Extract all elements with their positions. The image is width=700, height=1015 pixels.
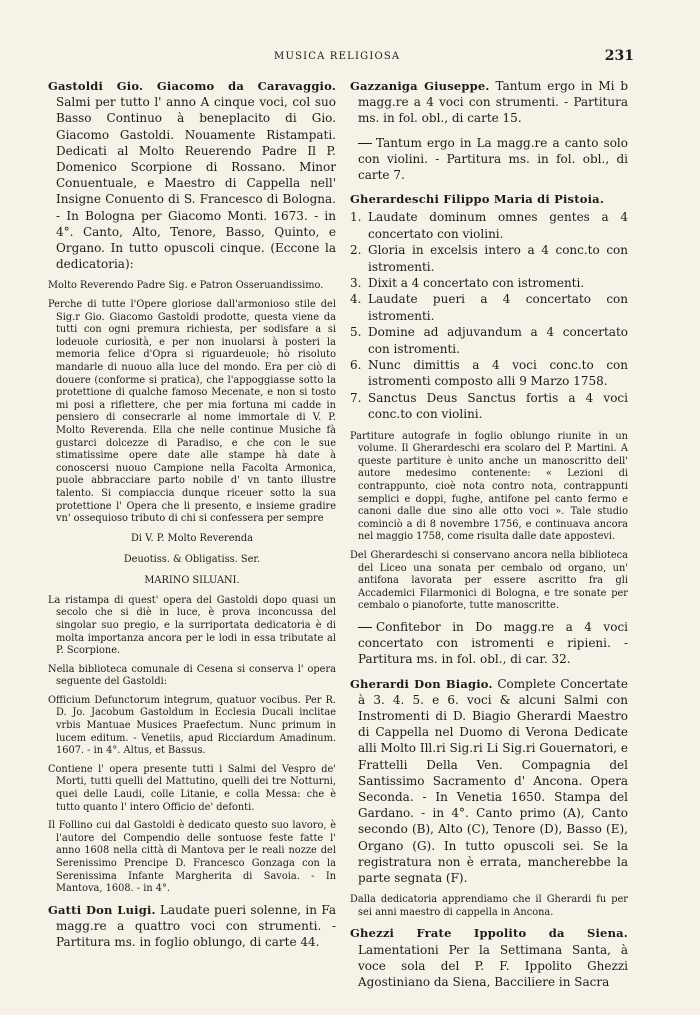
entry-description: Laudate pueri solenne, in Fa magg.re a quattro voci con strumenti. - Partitura ms. in foglio oblungo, di carte 44.	[56, 902, 336, 950]
note-paragraph: La ristampa di quest' opera del Gastoldi dopo quasi un secolo che si diè in luce, è prova inconcussa del singolar suo pregio, e la surriportata dedicatoria è di molta importanza ancora per le lodi in essa tributate al P. Scorpione.	[48, 594, 336, 657]
item-number: 3.	[350, 276, 362, 291]
dash-rule	[358, 143, 372, 144]
item-number: 4.	[350, 292, 362, 307]
sub-entry	[350, 619, 628, 668]
bibliography-entry	[350, 676, 628, 887]
entry-author: Gherardi Don Biagio.	[350, 676, 493, 691]
entry-description: Complete Concertate à 3. 4. 5. e 6. voci & alcuni Salmi con Instromenti di D. Biagio Gherardi Maestro di Cappella nel Duomo di Verona Dedicate alli Molto Ill.ri Sig.ri Li Sig.ri Gouernatori, e Frattelli Della Ven. Compagnia del Santissimo Sacramento d' Ancona. Opera Seconda. - In Venetia 1650. Stampa del Gardano. - in 4°. Canto primo (A), Canto secondo (B), Alto (C), Tenore (D), Basso (E), Organo (G). In tutto opuscoli sei. Se la registratura non è errata, mancherebbe la parte segnata (F).	[358, 676, 628, 886]
item-text: Laudate dominum omnes gentes a 4 concertato con violini.	[368, 210, 628, 241]
bibliography-entry	[48, 902, 336, 951]
entry-description: Salmi per tutto l' anno A cinque voci, col suo Basso Continuo à beneplacito di Gio. Giacomo Gastoldi. Nouamente Ristampati. Dedicati al Molto Reuerendo Padre Il P. Domenico Scorpione di Rossano. Minor Conuentuale, e Maestro di Cappella nell' Insigne Conuento di S. Francesco di Bologna. - In Bologna per Giacomo Monti. 1673. - in 4°. Canto, Alto, Tenore, Basso, Quinto, e Organo. In tutto opuscoli cinque. (Eccone la dedicatoria):	[56, 95, 336, 272]
note-paragraph: Nella biblioteca comunale di Cesena si conserva l' opera seguente del Gastoldi:	[48, 663, 336, 688]
entry-author: Gherardeschi Filippo Maria di Pistoia.	[350, 192, 605, 207]
signature-line: Deuotiss. & Obligatiss. Ser.	[123, 553, 261, 565]
bibliography-entry	[350, 78, 628, 127]
item-number: 7.	[350, 390, 362, 405]
entry-author: Gastoldi Gio. Giacomo da Caravaggio.	[48, 79, 336, 93]
works-list-item	[350, 390, 628, 423]
signature-line: MARINO SILUANI.	[144, 574, 240, 586]
note-paragraph: Perche di tutte l'Opere gloriose dall'armonioso stile del Sig.r Gio. Giacomo Gastoldi prodotte, questa viene da tutti con ogni premura richiesta, per sodisfare a si lodeuole curiosità, e per non inuolarsi à posteri la memoria felice d'Opra si riguardeuole; hò risoluto mandarle di nuouo alla luce del mondo. Era per ciò di douere (conforme si pratica), che l'appoggiasse sotto la protettione di qualche famoso Mecenate, e non si tosto mi posi a riflettere, che per mia fortuna mi cadde in pensiero di consecrarle al nome immortale di V. P. Molto Reverenda. Ella che nelle continue Musiche fà gustarci dolcezze di Paradiso, e che con le sue stimatissime opere date alle stampe hà date à conoscersi nuouo Campione nella Facolta Armonica, puole abbracciare parto nobile d' vn tanto illustre talento. Si compiaccia dunque riceuer sotto la sua protettione l' Opera che li presento, e insieme gradire vn' ossequioso tributo di chi si confessera per sempre	[48, 299, 336, 525]
works-list-item	[350, 324, 628, 357]
item-number: 1.	[350, 210, 362, 225]
works-list-item	[350, 209, 628, 242]
page-number: 231	[604, 48, 634, 64]
item-text: Gloria in excelsis intero a 4 conc.to con istromenti.	[368, 243, 628, 274]
right-column	[350, 78, 628, 998]
signature-line: Di V. P. Molto Reverenda	[131, 532, 253, 544]
item-number: 2.	[350, 243, 362, 258]
bibliography-entry	[350, 925, 628, 990]
note-paragraph: Contiene l' opera presente tutti i Salmi del Vespro de' Morti, tutti quelli del Mattutino, quelli dei tre Notturni, quei delle Laudi, colle Litanie, e colla Messa: che è tutto quanto l' intero Officio de' defonti.	[48, 763, 336, 813]
note-paragraph: Del Gherardeschi si conservano ancora nella biblioteca del Liceo una sonata per cembalo od organo, un' antifona lavorata per essere ascritto fra gli Accademici Filarmonici di Bologna, e tre sonate per cembalo o pianoforte, tutte manoscritte.	[350, 550, 628, 612]
item-number: 5.	[350, 325, 362, 340]
works-list-item	[350, 291, 628, 324]
running-head: MUSICA RELIGIOSA	[274, 51, 401, 62]
works-list-item	[350, 242, 628, 275]
sub-entry	[350, 135, 628, 184]
item-text: Laudate pueri a 4 concertato con istromenti.	[368, 292, 628, 323]
left-column	[48, 78, 336, 958]
note-paragraph: Partiture autografe in foglio oblungo riunite in un volume. Il Gherardeschi era scolaro del P. Martini. A queste partiture è unito anche un manoscritto dell' autore medesimo contenente: « Lezioni di contrappunto, cioè nota contro nota, contrappunti semplici e doppi, fughe, antifone pel canto fermo e canoni dalle due sino alle otto voci ». Tale studio cominciò a di 8 novembre 1756, e continuava ancora nel maggio 1758, come risulta dalle date appostevi.	[350, 430, 628, 543]
bibliography-entry	[350, 191, 628, 207]
note-paragraph: Officium Defunctorum integrum, quatuor vocibus. Per R. D. Jo. Jacobum Gastoldum in Ecclesia Ducali inclitae vrbis Mantuae Musices Praefectum. Nunc primum in lucem editum. - Venetiis, apud Ricciardum Amadinum. 1607. - in 4°. Altus, et Bassus.	[48, 694, 336, 757]
works-list-item	[350, 357, 628, 390]
note-paragraph: Molto Reverendo Padre Sig. e Patron Osseruandissimo.	[48, 280, 324, 292]
entry-author: Gazzaniga Giuseppe.	[350, 79, 490, 93]
dash-rule	[358, 627, 372, 628]
item-text: Nunc dimittis a 4 voci conc.to con istromenti composto alli 9 Marzo 1758.	[368, 358, 628, 389]
entry-author: Ghezzi Frate Ippolito da Siena.	[350, 926, 628, 941]
item-number: 6.	[350, 358, 362, 373]
entry-description: Tantum ergo in Mi b magg.re a 4 voci con strumenti. - Partitura ms. in fol. obl., di carte 15.	[358, 79, 628, 126]
note-paragraph: Dalla dedicatoria apprendiamo che il Gherardi fu per sei anni maestro di cappella in Ancona.	[350, 894, 628, 918]
works-list-item	[350, 275, 628, 291]
works-list	[350, 209, 628, 422]
entry-author: Gatti Don Luigi.	[48, 902, 156, 917]
item-text: Domine ad adjuvandum a 4 concertato con istromenti.	[368, 325, 628, 356]
sub-entry-text: Confitebor in Do magg.re a 4 voci concertato con istromenti e ripieni. - Partitura ms. in fol. obl., di car. 32.	[358, 620, 628, 667]
item-text: Dixit a 4 concertato con istromenti.	[368, 276, 585, 291]
note-paragraph: Il Follino cui dal Gastoldi è dedicato questo suo lavoro, è l'autore del Compendio delle sontuose feste fatte l' anno 1608 nella città di Mantova per le reali nozze del Serenissimo Prencipe D. Francesco Gonzaga con la Serenissima Infante Margherita di Savoia. - In Mantova, 1608. - in 4°.	[48, 820, 336, 895]
entry-description: Lamentationi Per la Settimana Santa, à voce sola del P. F. Ippolito Ghezzi Agostiniano da Siena, Bacciliere in Sacra	[358, 942, 628, 990]
item-text: Sanctus Deus Sanctus fortis a 4 voci conc.to con violini.	[368, 390, 628, 422]
sub-entry-text: Tantum ergo in La magg.re a canto solo con violini. - Partitura ms. in fol. obl., di carte 7.	[358, 135, 628, 183]
bibliography-entry	[48, 78, 336, 272]
